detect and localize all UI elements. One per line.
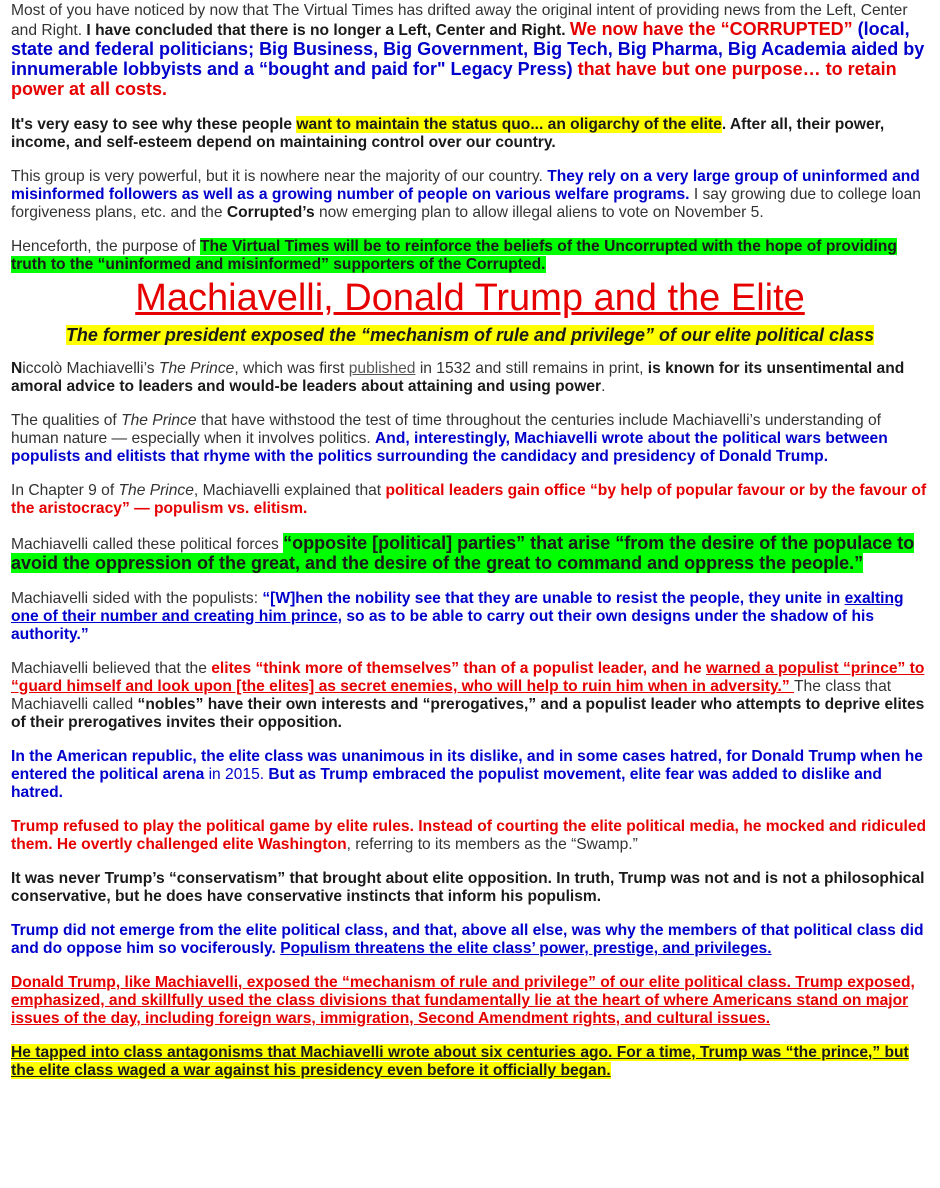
text-span: This group is very powerful, but it is nowhere near the majority of our country.	[11, 168, 548, 185]
text-span: It's very easy to see why these people	[11, 116, 297, 133]
text-span: Henceforth, the purpose of	[11, 238, 200, 255]
underlined-span: Donald Trump, like Machiavelli, exposed the “mechanism of rule and privilege” of our elite political class. Trump exposed, emphasized, and skillfully used the class divisions that fundamentally lie at the heart of where Americans stand on major issues of the day, including foreign wars, immigration, Second Amendment rights, and cultural issues.	[11, 974, 915, 1027]
article-paragraph-2	[11, 412, 929, 466]
highlight-span: want to maintain the status quo... an oligarchy of the elite	[296, 116, 722, 133]
text-span: , referring to its members as the “Swamp.”	[346, 836, 638, 853]
underlined-span: exalting one of their number and creating him prince	[11, 590, 904, 625]
text-span: But as Trump embraced the populist movement, elite fear was added to dislike and hatred.	[11, 766, 882, 801]
article-paragraph-1	[11, 360, 929, 396]
article-paragraph-6	[11, 660, 929, 732]
article-paragraph-4	[11, 534, 929, 574]
book-title: The Prince	[118, 482, 194, 499]
article-paragraph-12	[11, 1044, 929, 1080]
intro-paragraph-2	[11, 116, 929, 152]
text-span: And, interestingly, Machiavelli wrote about the political wars between populists and elitists that rhyme with the politics surrounding the candidacy and presidency of Donald Trump.	[11, 430, 888, 465]
text-span: in 2015.	[204, 766, 269, 783]
article-paragraph-7	[11, 748, 929, 802]
text-span: “nobles” have their own interests and “prerogatives,” and a populist leader who attempts to deprive elites of their prerogatives invites their opposition.	[11, 696, 925, 731]
text-span: that have withstood the test of time throughout the centuries include Machiavelli’s understanding of human nature — especially when it involves politics.	[11, 412, 882, 447]
article-paragraph-5	[11, 590, 929, 644]
intro-paragraph-4	[11, 238, 929, 274]
text-span: iccolò Machiavelli’s	[22, 360, 159, 377]
intro-paragraph-1	[11, 2, 929, 100]
underlined-span: warned a populist “prince” to “guard himself and look upon [the elites] as secret enemies, who will help to ruin him when in adversity.”	[11, 660, 925, 695]
article-paragraph-3	[11, 482, 929, 518]
article-paragraph-11	[11, 974, 929, 1028]
article-paragraph-9	[11, 870, 929, 906]
article-title[interactable]: Machiavelli, Donald Trump and the Elite	[135, 277, 805, 319]
text-span: The class that Machiavelli called	[11, 678, 892, 713]
text-span: Trump did not emerge from the elite political class, and that, above all else, was why the members of that political class did and do oppose him so vociferously.	[11, 922, 924, 957]
article-paragraph-10	[11, 922, 929, 958]
text-span: I say growing due to college loan forgiveness plans, etc. and the	[11, 186, 921, 221]
text-span: elites “think more of themselves” than of a populist leader, and he	[211, 660, 707, 677]
text-span: . After all, their power, income, and self-esteem depend on maintaining control over our country.	[11, 116, 885, 151]
text-span: Machiavelli called these political forces	[11, 536, 284, 553]
text-span: that have but one purpose… to retain power at all costs.	[11, 59, 897, 99]
text-span: Trump refused to play the political game by elite rules. Instead of courting the elite political media, he mocked and ridiculed them. He overtly challenged elite Washington	[11, 818, 927, 853]
text-span: .	[601, 378, 606, 395]
article-subtitle	[11, 324, 929, 346]
text-span: In the American republic, the elite class was unanimous in its dislike, and in some cases hatred, for Donald Trump when he entered the political arena	[11, 748, 923, 783]
subtitle-text: The former president exposed the “mechanism of rule and privilege” of our elite political class	[65, 325, 875, 345]
text-span: (local, state and federal politicians; Big Business, Big Government, Big Tech, Big Pharma, Big Academia aided by innumerable lobbyists and a “bought and paid for" Legacy Press)	[11, 19, 925, 79]
underlined-span: Populism threatens the elite class’ power, prestige, and privileges.	[280, 940, 772, 957]
highlight-span: The Virtual Times will be to reinforce the beliefs of the Uncorrupted with the hope of providing truth to the “uninformed and misinformed” supporters of the Corrupted.	[11, 238, 897, 273]
published-link[interactable]: published	[348, 360, 416, 377]
text-span: Corrupted’s	[226, 204, 315, 221]
drop-letter: N	[11, 360, 23, 377]
text-span: It was never Trump’s “conservatism” that brought about elite opposition. In truth, Trump was not and is not a philosophical conservative, but he does have conservative instincts that inform his populism.	[11, 870, 925, 905]
highlight-span: “opposite [political] parties” that arise “from the desire of the populace to avoid the oppression of the great, and the desire of the great to command and oppress the people.”	[11, 533, 915, 573]
text-span: I have concluded that there is no longer a Left, Center and Right.	[86, 22, 570, 39]
book-title: The Prince	[121, 412, 197, 429]
intro-paragraph-3	[11, 168, 929, 222]
text-span: , so as to be able to carry out their own designs under the shadow of his authority.”	[11, 608, 874, 643]
text-span: is known for its unsentimental and amoral advice to leaders and would-be leaders about attaining and using power	[11, 360, 905, 395]
text-span: , Machiavelli explained that	[193, 482, 386, 499]
text-span: Machiavelli sided with the populists:	[11, 590, 263, 607]
text-span: Most of you have noticed by now that The Virtual Times has drifted away the original intent of providing news from the Left, Center and Right.	[11, 2, 908, 39]
text-span: The qualities of	[11, 412, 122, 429]
text-span: “[W]hen the nobility see that they are unable to resist the people, they unite in	[262, 590, 845, 607]
article-paragraph-8	[11, 818, 929, 854]
text-span: now emerging plan to allow illegal aliens to vote on November 5.	[314, 204, 764, 221]
text-span: In Chapter 9 of	[11, 482, 119, 499]
text-span: political leaders gain office “by help of popular favour or by the favour of the aristocracy” — populism vs. elitism.	[11, 482, 927, 517]
text-span: in 1532 and still remains in print,	[415, 360, 648, 377]
book-title: The Prince	[158, 360, 235, 377]
text-span: They rely on a very large group of uninformed and misinformed followers as well as a growing number of people on various welfare programs.	[11, 168, 920, 203]
highlight-span: He tapped into class antagonisms that Machiavelli wrote about six centuries ago. For a time, Trump was “the prince,” but the elite class waged a war against his presidency even before it officially began.	[11, 1044, 909, 1079]
text-span: , which was first	[234, 360, 349, 377]
text-span: We now have the “CORRUPTED”	[569, 19, 858, 39]
text-span: Machiavelli believed that the	[11, 660, 212, 677]
